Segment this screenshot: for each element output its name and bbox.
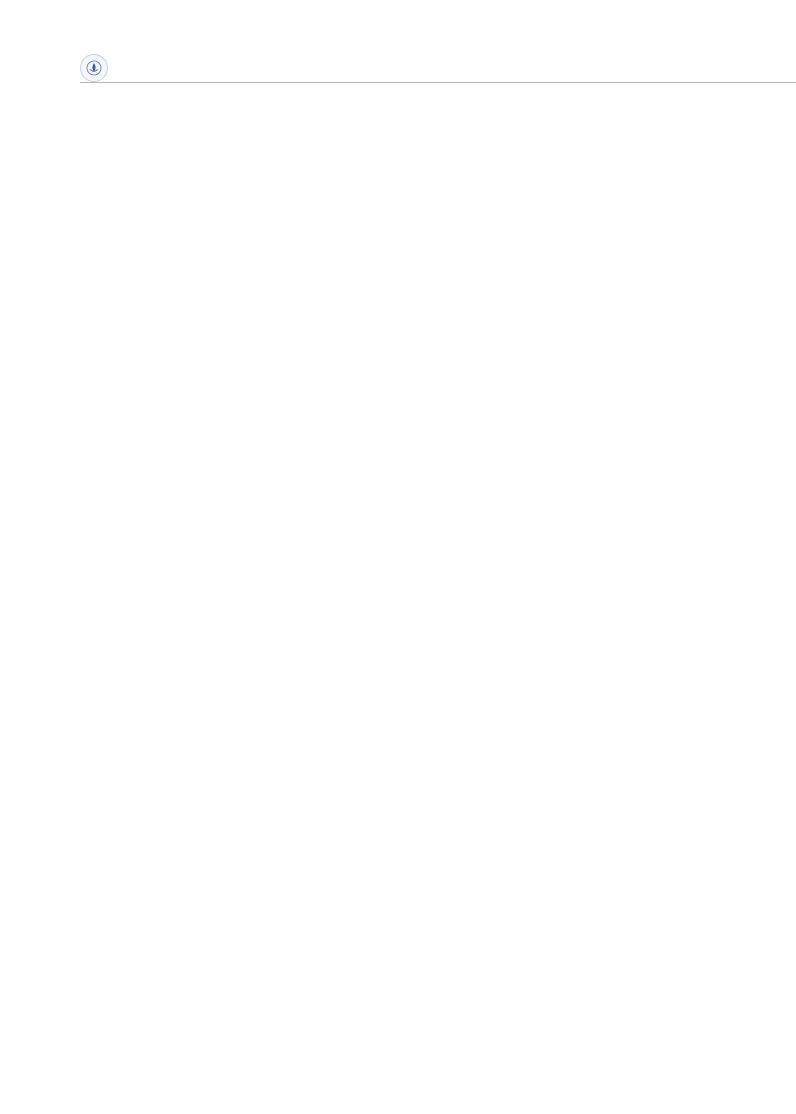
temple-logo-icon <box>80 54 108 82</box>
header-divider <box>80 82 796 83</box>
lotus-icon <box>86 60 102 76</box>
page-header <box>80 52 116 84</box>
